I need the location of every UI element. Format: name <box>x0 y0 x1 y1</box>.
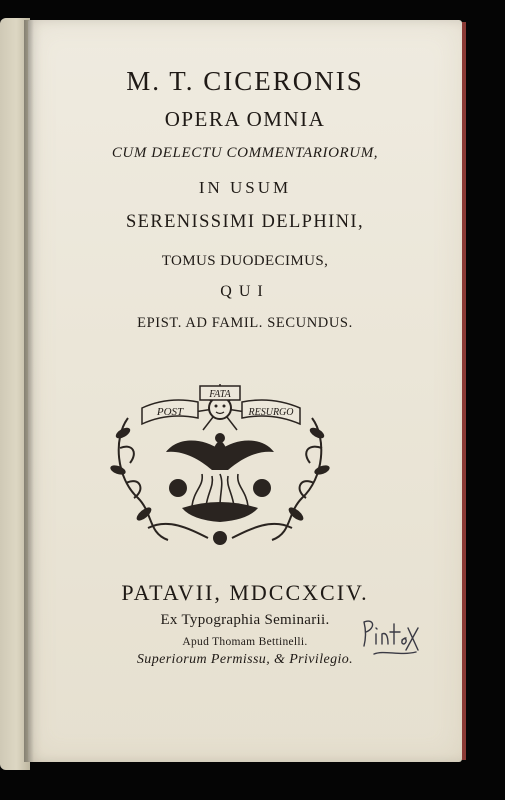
motto-post: POST <box>156 406 184 418</box>
handwritten-signature <box>360 616 420 662</box>
phoenix-vignette <box>108 378 332 550</box>
work-title: OPERA OMNIA <box>164 107 326 131</box>
commentary-line: CUM DELECTU COMMENTARIORUM, <box>111 145 379 161</box>
motto-resurgo: RESURGO <box>248 407 294 418</box>
place-date-line: PATAVII, MDCCXCIV. <box>121 580 369 605</box>
qui-line: QUI <box>220 283 270 300</box>
printer-line: Ex Typographia Seminarii. <box>160 612 330 628</box>
contents-line: EPIST. AD FAMIL. SECUNDUS. <box>137 315 353 331</box>
usage-line: IN USUM <box>198 178 292 197</box>
red-page-edge <box>462 22 466 760</box>
dedicatee-line: SERENISSIMI DELPHINI, <box>125 212 365 232</box>
volume-line: TOMUS DUODECIMUS, <box>161 253 329 269</box>
motto-fata: FATA <box>209 389 231 400</box>
author-line: M. T. CICERONIS <box>126 66 364 96</box>
publisher-line: Apud Thomam Bettinelli. <box>182 636 308 648</box>
license-line: Superiorum Permissu, & Privilegio. <box>136 652 354 667</box>
